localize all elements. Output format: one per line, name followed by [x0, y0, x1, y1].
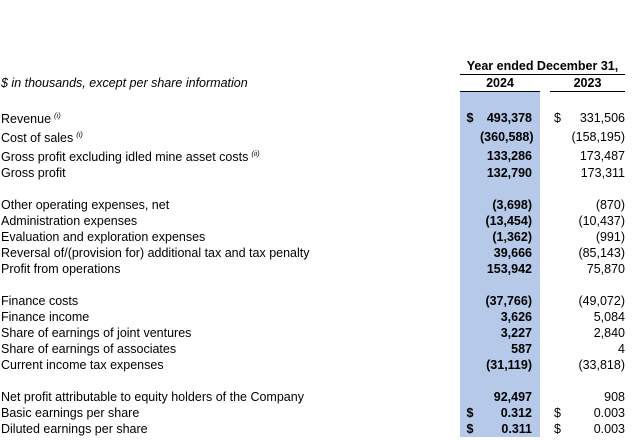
- trailing-gap: [625, 389, 640, 405]
- current-currency-symbol: [460, 309, 480, 325]
- footnote-marker: (i): [54, 111, 61, 120]
- table-row: [0, 213, 640, 229]
- trailing-gap: [625, 325, 640, 341]
- table-row: [0, 261, 640, 277]
- prior-currency-symbol: [550, 245, 565, 261]
- table-row: [0, 341, 640, 357]
- row-label-text: Profit from operations: [1, 262, 121, 276]
- current-year-value: 0.312: [480, 405, 540, 421]
- trailing-gap: [625, 421, 640, 437]
- row-label: [0, 197, 460, 213]
- prior-currency-symbol: [550, 325, 565, 341]
- row-label-text: Gross profit: [1, 166, 66, 180]
- spacer-row: [0, 92, 640, 109]
- current-currency-symbol: [460, 213, 480, 229]
- row-label: [0, 389, 460, 405]
- current-currency-symbol: [460, 341, 480, 357]
- prior-currency-symbol: $: [554, 422, 561, 436]
- prior-year-value: 2,840: [593, 326, 625, 340]
- footnote-marker: (ii): [251, 149, 260, 158]
- row-label: [0, 309, 460, 325]
- trailing-gap: [625, 229, 640, 245]
- current-year-value: 92,497: [480, 389, 540, 405]
- prior-currency-symbol: [550, 146, 565, 165]
- prior-year-value: 173,487: [579, 148, 625, 163]
- trailing-gap: [625, 357, 640, 373]
- column-gap: [540, 213, 550, 229]
- trailing-gap: [625, 341, 640, 357]
- current-currency-symbol: [460, 229, 480, 245]
- table-row: [0, 405, 640, 421]
- prior-currency-symbol: [550, 293, 565, 309]
- prior-year-value: (49,072): [578, 294, 625, 308]
- current-currency-symbol: [460, 146, 480, 165]
- row-label: [0, 421, 460, 437]
- trailing-gap: [625, 165, 640, 181]
- table-row: [0, 127, 640, 146]
- row-label-text: Other operating expenses, net: [1, 198, 170, 212]
- prior-year-value: (158,195): [571, 129, 625, 144]
- current-year-value: 133,286: [480, 146, 540, 165]
- row-label: [0, 229, 460, 245]
- row-label: [0, 108, 460, 127]
- column-gap: [540, 421, 550, 437]
- column-gap: [540, 325, 550, 341]
- row-label: [0, 293, 460, 309]
- prior-year-value: 4: [618, 342, 625, 356]
- current-currency-symbol: [460, 325, 480, 341]
- line-items: [0, 108, 640, 437]
- table-row: [0, 421, 640, 437]
- table-row: [0, 108, 640, 127]
- period-title-row: [0, 58, 640, 75]
- column-gap: [540, 197, 550, 213]
- prior-currency-symbol: [550, 357, 565, 373]
- current-currency-symbol: [460, 261, 480, 277]
- prior-currency-symbol: [550, 127, 565, 146]
- prior-currency-symbol: [550, 229, 565, 245]
- row-label-text: Evaluation and exploration expenses: [1, 230, 206, 244]
- current-currency-symbol: $: [460, 421, 480, 437]
- current-year-value: (31,119): [480, 357, 540, 373]
- table-row: [0, 165, 640, 181]
- current-year-value: 153,942: [480, 261, 540, 277]
- table-row: [0, 389, 640, 405]
- table-row: [0, 229, 640, 245]
- trailing-gap: [625, 127, 640, 146]
- row-label-text: Finance costs: [1, 294, 79, 308]
- trailing-gap: [625, 309, 640, 325]
- spacer-row: [0, 181, 640, 197]
- current-year-value: (360,588): [480, 127, 540, 146]
- prior-year-value: (33,818): [578, 358, 625, 372]
- column-gap: [540, 309, 550, 325]
- column-gap: [540, 229, 550, 245]
- year-prior: 2023: [550, 75, 625, 92]
- table-row: [0, 325, 640, 341]
- column-gap: [540, 245, 550, 261]
- table-row: [0, 309, 640, 325]
- prior-year-value: 173,311: [580, 166, 625, 180]
- trailing-gap: [625, 293, 640, 309]
- spacer-row: [0, 277, 640, 293]
- row-label-text: Revenue: [1, 112, 52, 126]
- trailing-gap: [625, 146, 640, 165]
- current-currency-symbol: [460, 245, 480, 261]
- row-label-text: Net profit attributable to equity holders of the Company: [1, 390, 304, 404]
- prior-year-value: 0.003: [593, 406, 625, 420]
- table-row: [0, 245, 640, 261]
- row-label-text: Diluted earnings per share: [1, 422, 148, 436]
- row-label: [0, 127, 460, 146]
- row-label: [0, 213, 460, 229]
- prior-currency-symbol: [550, 389, 565, 405]
- row-label-text: Finance income: [1, 310, 90, 324]
- footnote-marker: (i): [76, 130, 83, 139]
- current-year-value: 3,227: [480, 325, 540, 341]
- current-currency-symbol: [460, 197, 480, 213]
- prior-year-value: 908: [604, 390, 625, 404]
- year-header-row: [0, 75, 640, 92]
- table-row: [0, 146, 640, 165]
- row-label: [0, 165, 460, 181]
- trailing-gap: [625, 213, 640, 229]
- spacer-row: [0, 373, 640, 389]
- column-gap: [540, 389, 550, 405]
- table-row: [0, 293, 640, 309]
- row-label: [0, 325, 460, 341]
- column-gap: [540, 146, 550, 165]
- current-year-value: (3,698): [480, 197, 540, 213]
- column-gap: [540, 165, 550, 181]
- current-year-value: 0.311: [480, 421, 540, 437]
- trailing-gap: [625, 261, 640, 277]
- trailing-gap: [625, 197, 640, 213]
- prior-currency-symbol: [550, 341, 565, 357]
- row-label-text: Share of earnings of joint ventures: [1, 326, 192, 340]
- current-year-value: (1,362): [480, 229, 540, 245]
- prior-currency-symbol: $: [554, 406, 561, 420]
- row-label-text: Gross profit excluding idled mine asset costs: [1, 150, 249, 164]
- prior-currency-symbol: [550, 197, 565, 213]
- current-currency-symbol: [460, 127, 480, 146]
- column-gap: [540, 357, 550, 373]
- prior-year-value: (870): [595, 198, 625, 212]
- prior-currency-symbol: $: [554, 110, 561, 125]
- column-gap: [540, 108, 550, 127]
- prior-year-value: 331,506: [579, 110, 625, 125]
- table-row: [0, 357, 640, 373]
- prior-year-value: (85,143): [578, 246, 625, 260]
- year-current: 2024: [460, 75, 540, 92]
- current-currency-symbol: [460, 389, 480, 405]
- row-label: [0, 146, 460, 165]
- prior-year-value: 5,084: [593, 310, 625, 324]
- row-label-text: Administration expenses: [1, 214, 138, 228]
- row-label: [0, 261, 460, 277]
- row-label: [0, 341, 460, 357]
- current-year-value: (37,766): [480, 293, 540, 309]
- prior-currency-symbol: [550, 165, 565, 181]
- row-label-text: Share of earnings of associates: [1, 342, 177, 356]
- current-year-value: 493,378: [480, 108, 540, 127]
- column-gap: [540, 261, 550, 277]
- prior-year-value: 0.003: [593, 422, 625, 436]
- current-year-value: 3,626: [480, 309, 540, 325]
- column-gap: [540, 341, 550, 357]
- current-year-value: (13,454): [480, 213, 540, 229]
- current-year-value: 132,790: [480, 165, 540, 181]
- income-statement-table: [0, 58, 640, 437]
- current-currency-symbol: [460, 165, 480, 181]
- trailing-gap: [625, 245, 640, 261]
- current-currency-symbol: [460, 357, 480, 373]
- units-note: $ in thousands, except per share information: [1, 76, 248, 90]
- row-label-text: Cost of sales: [1, 131, 74, 145]
- trailing-gap: [625, 405, 640, 421]
- column-gap: [540, 127, 550, 146]
- prior-year-value: (991): [595, 230, 625, 244]
- row-label-text: Current income tax expenses: [1, 358, 164, 372]
- current-year-value: 39,666: [480, 245, 540, 261]
- prior-year-value: (10,437): [578, 214, 625, 228]
- column-gap: [540, 293, 550, 309]
- current-currency-symbol: $: [460, 405, 480, 421]
- row-label: [0, 405, 460, 421]
- period-title: Year ended December 31,: [460, 58, 625, 75]
- prior-currency-symbol: [550, 309, 565, 325]
- table-row: [0, 197, 640, 213]
- prior-currency-symbol: [550, 213, 565, 229]
- current-currency-symbol: $: [460, 108, 480, 127]
- prior-currency-symbol: [550, 261, 565, 277]
- row-label: [0, 245, 460, 261]
- current-currency-symbol: [460, 293, 480, 309]
- prior-year-value: 75,870: [586, 262, 625, 276]
- trailing-gap: [625, 108, 640, 127]
- column-gap: [540, 405, 550, 421]
- row-label-text: Basic earnings per share: [1, 406, 140, 420]
- row-label-text: Reversal of/(provision for) additional tax and tax penalty: [1, 246, 310, 260]
- current-year-value: 587: [480, 341, 540, 357]
- row-label: [0, 357, 460, 373]
